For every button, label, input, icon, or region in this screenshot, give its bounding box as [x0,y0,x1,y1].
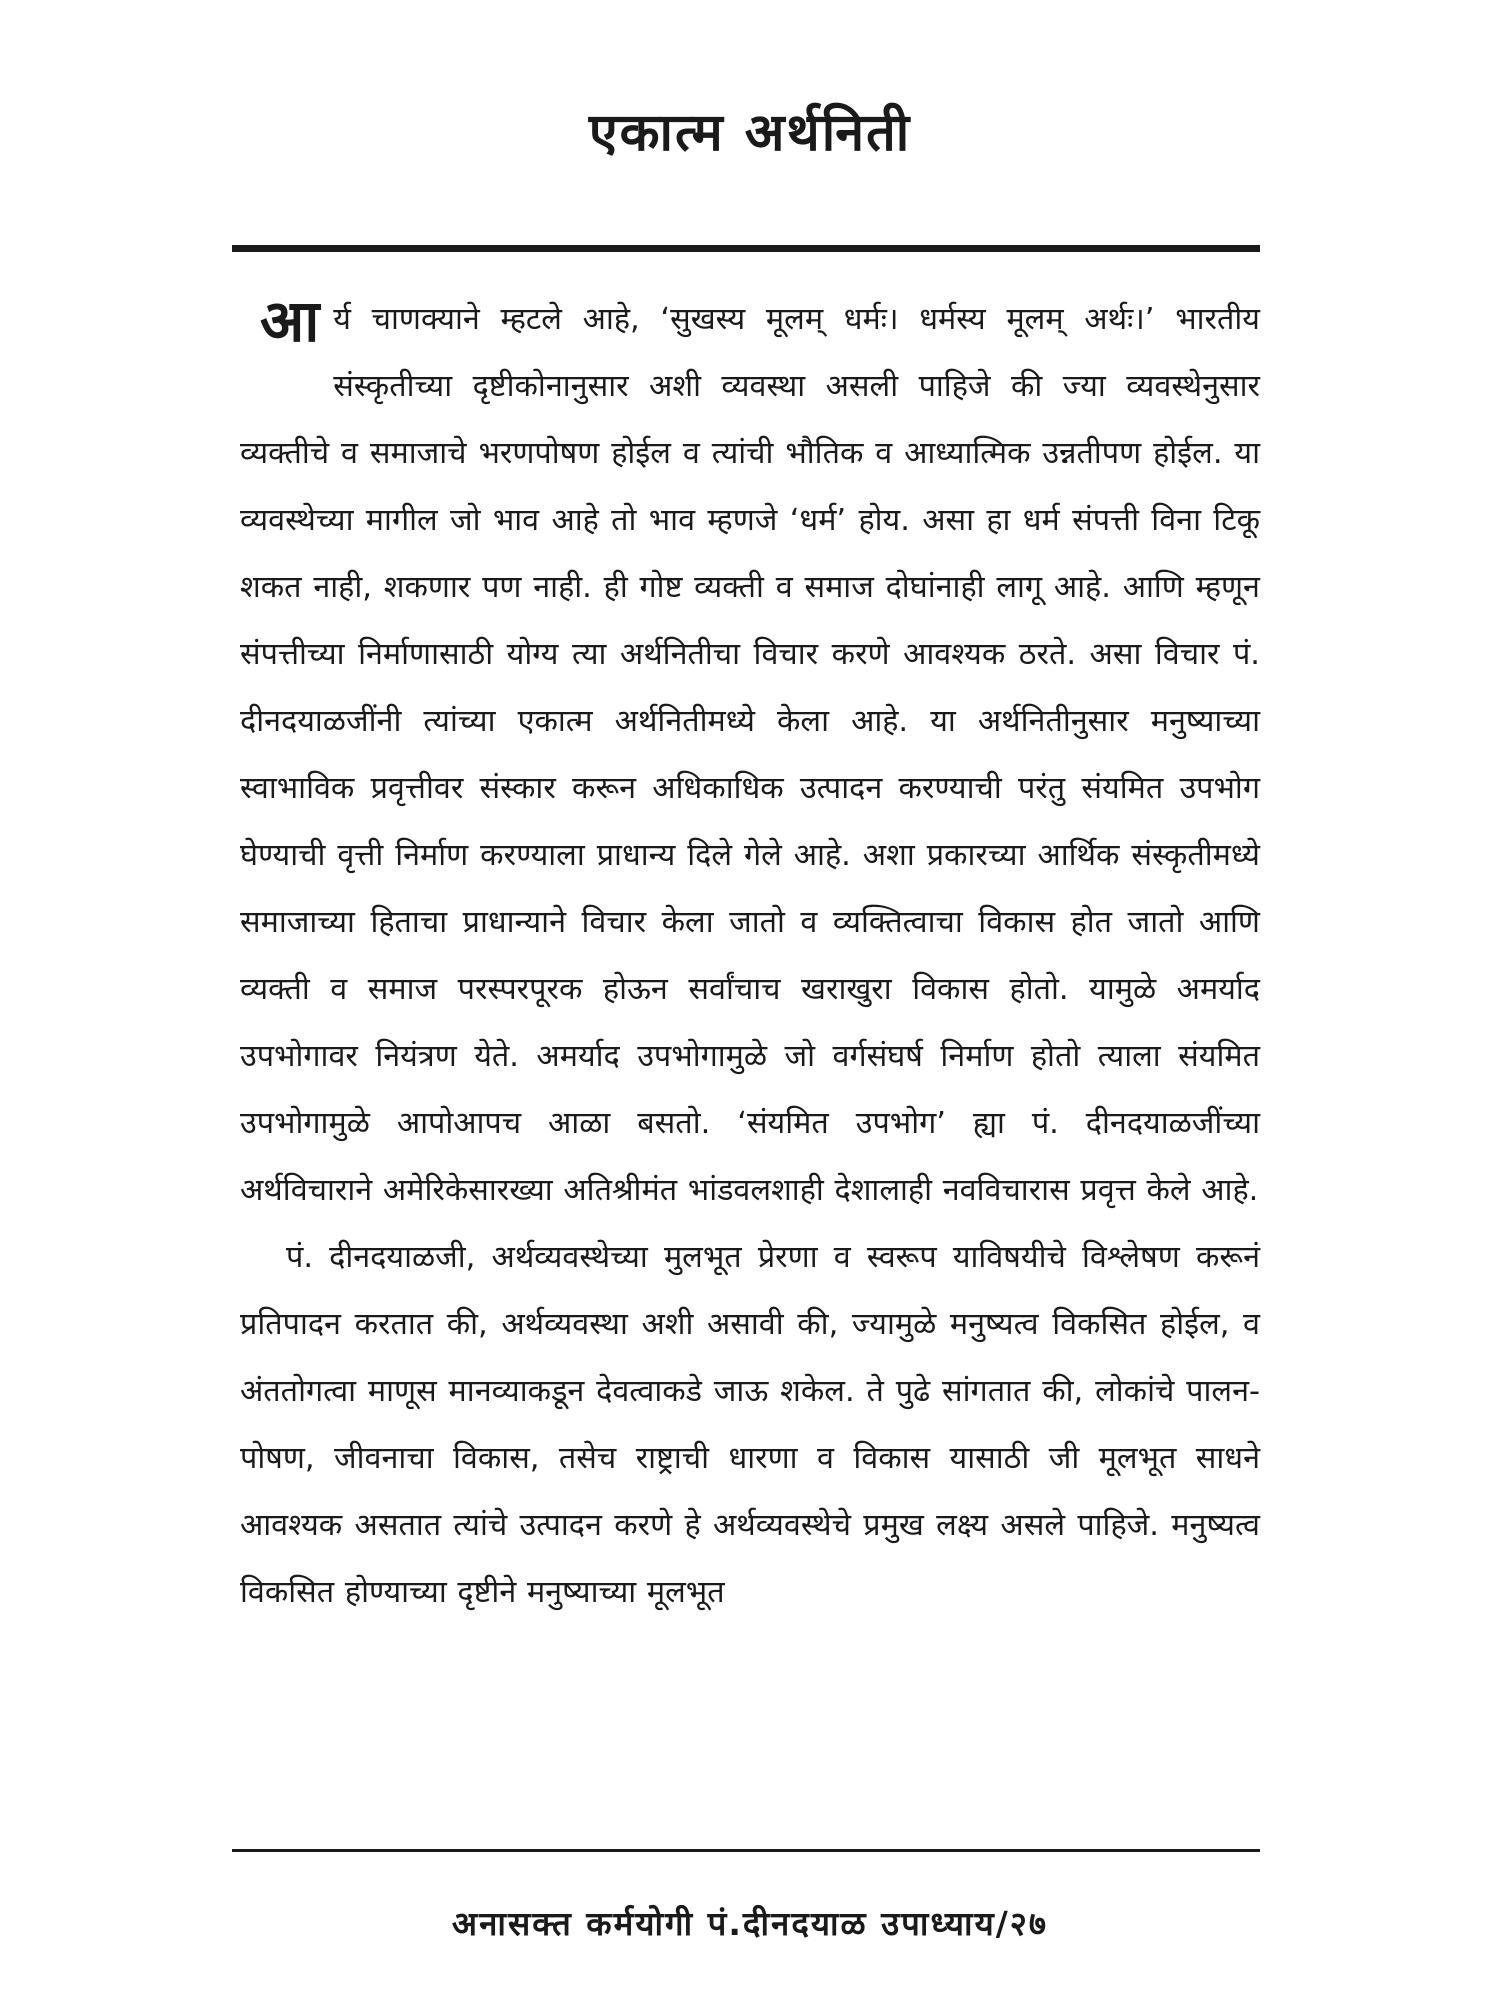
bottom-divider [232,1849,1260,1852]
paragraph-1 [240,286,1260,1224]
body-text [240,286,1260,1626]
page-footer: अनासक्त कर्मयोगी पं.दीनदयाळ उपाध्याय/२७ [451,1904,1049,1943]
top-divider [232,245,1260,252]
paragraph-2: पं. दीनदयाळजी, अर्थव्यवस्थेच्या मुलभूत प्रेरणा व स्वरूप याविषयीचे विश्लेषण करूनं प्रतिपादन करतात की, अर्थव्यवस्था अशी असावी की, ज्यामुळे मनुष्यत्व विकसित होईल, व अंततोगत्वा माणूस मानव्याकडून देवत्वाकडे जाऊ शकेल. ते पुढे सांगतात की, लोकांचे पालन-पोषण, जीवनाचा विकास, तसेच राष्ट्राची धारणा व विकास यासाठी जी मूलभूत साधने आवश्यक असतात त्यांचे उत्पादन करणे हे अर्थव्यवस्थेचे प्रमुख लक्ष्य असले पाहिजे. मनुष्यत्व विकसित होण्याच्या दृष्टीने मनुष्याच्या मूलभूत [240,1240,1260,1610]
paragraph-1-text: र्य चाणक्याने म्हटले आहे, ‘सुखस्य मूलम् धर्मः। धर्मस्य मूलम् अर्थः।’ भारतीय संस्कृतीच्या दृष्टीकोनानुसार अशी व्यवस्था असली पाहिजे की ज्या व्यवस्थेनुसार व्यक्तीचे व समाजाचे भरणपोषण होईल व त्यांची भौतिक व आध्यात्मिक उन्नतीपण होईल. या व्यवस्थेच्या मागील जो भाव आहे तो भाव म्हणजे ‘धर्म’ होय. असा हा धर्म संपत्ती विना टिकू शकत नाही, शकणार पण नाही. ही गोष्ट व्यक्ती व समाज दोघांनाही लागू आहे. आणि म्हणून संपत्तीच्या निर्माणासाठी योग्य त्या अर्थनितीचा विचार करणे आवश्यक ठरते. असा विचार पं. दीनदयाळजींनी त्यांच्या एकात्म अर्थनितीमध्ये केला आहे. या अर्थनितीनुसार मनुष्याच्या स्वाभाविक प्रवृत्तीवर संस्कार करून अधिकाधिक उत्पादन करण्याची परंतु संयमित उपभोग घेण्याची वृत्ती निर्माण करण्याला प्राधान्य दिले गेले आहे. अशा प्रकारच्या आर्थिक संस्कृतीमध्ये समाजाच्या हिताचा प्राधान्याने विचार केला जातो व व्यक्तित्वाचा विकास होत जातो आणि व्यक्ती व समाज परस्परपूरक होऊन सर्वांचाच खराखुरा विकास होतो. यामुळे अमर्याद उपभोगावर नियंत्रण येते. अमर्याद उपभोगामुळे जो वर्गसंघर्ष निर्माण होतो त्याला संयमित उपभोगामुळे आपोआपच आळा बसतो. ‘संयमित उपभोग’ ह्या पं. दीनदयाळजींच्या अर्थविचाराने अमेरिकेसारख्या अतिश्रीमंत भांडवलशाही देशालाही नवविचारास प्रवृत्त केले आहे. [240,302,1260,1208]
page-title: एकात्म अर्थनिती [588,103,912,163]
drop-cap: आ [260,287,320,355]
